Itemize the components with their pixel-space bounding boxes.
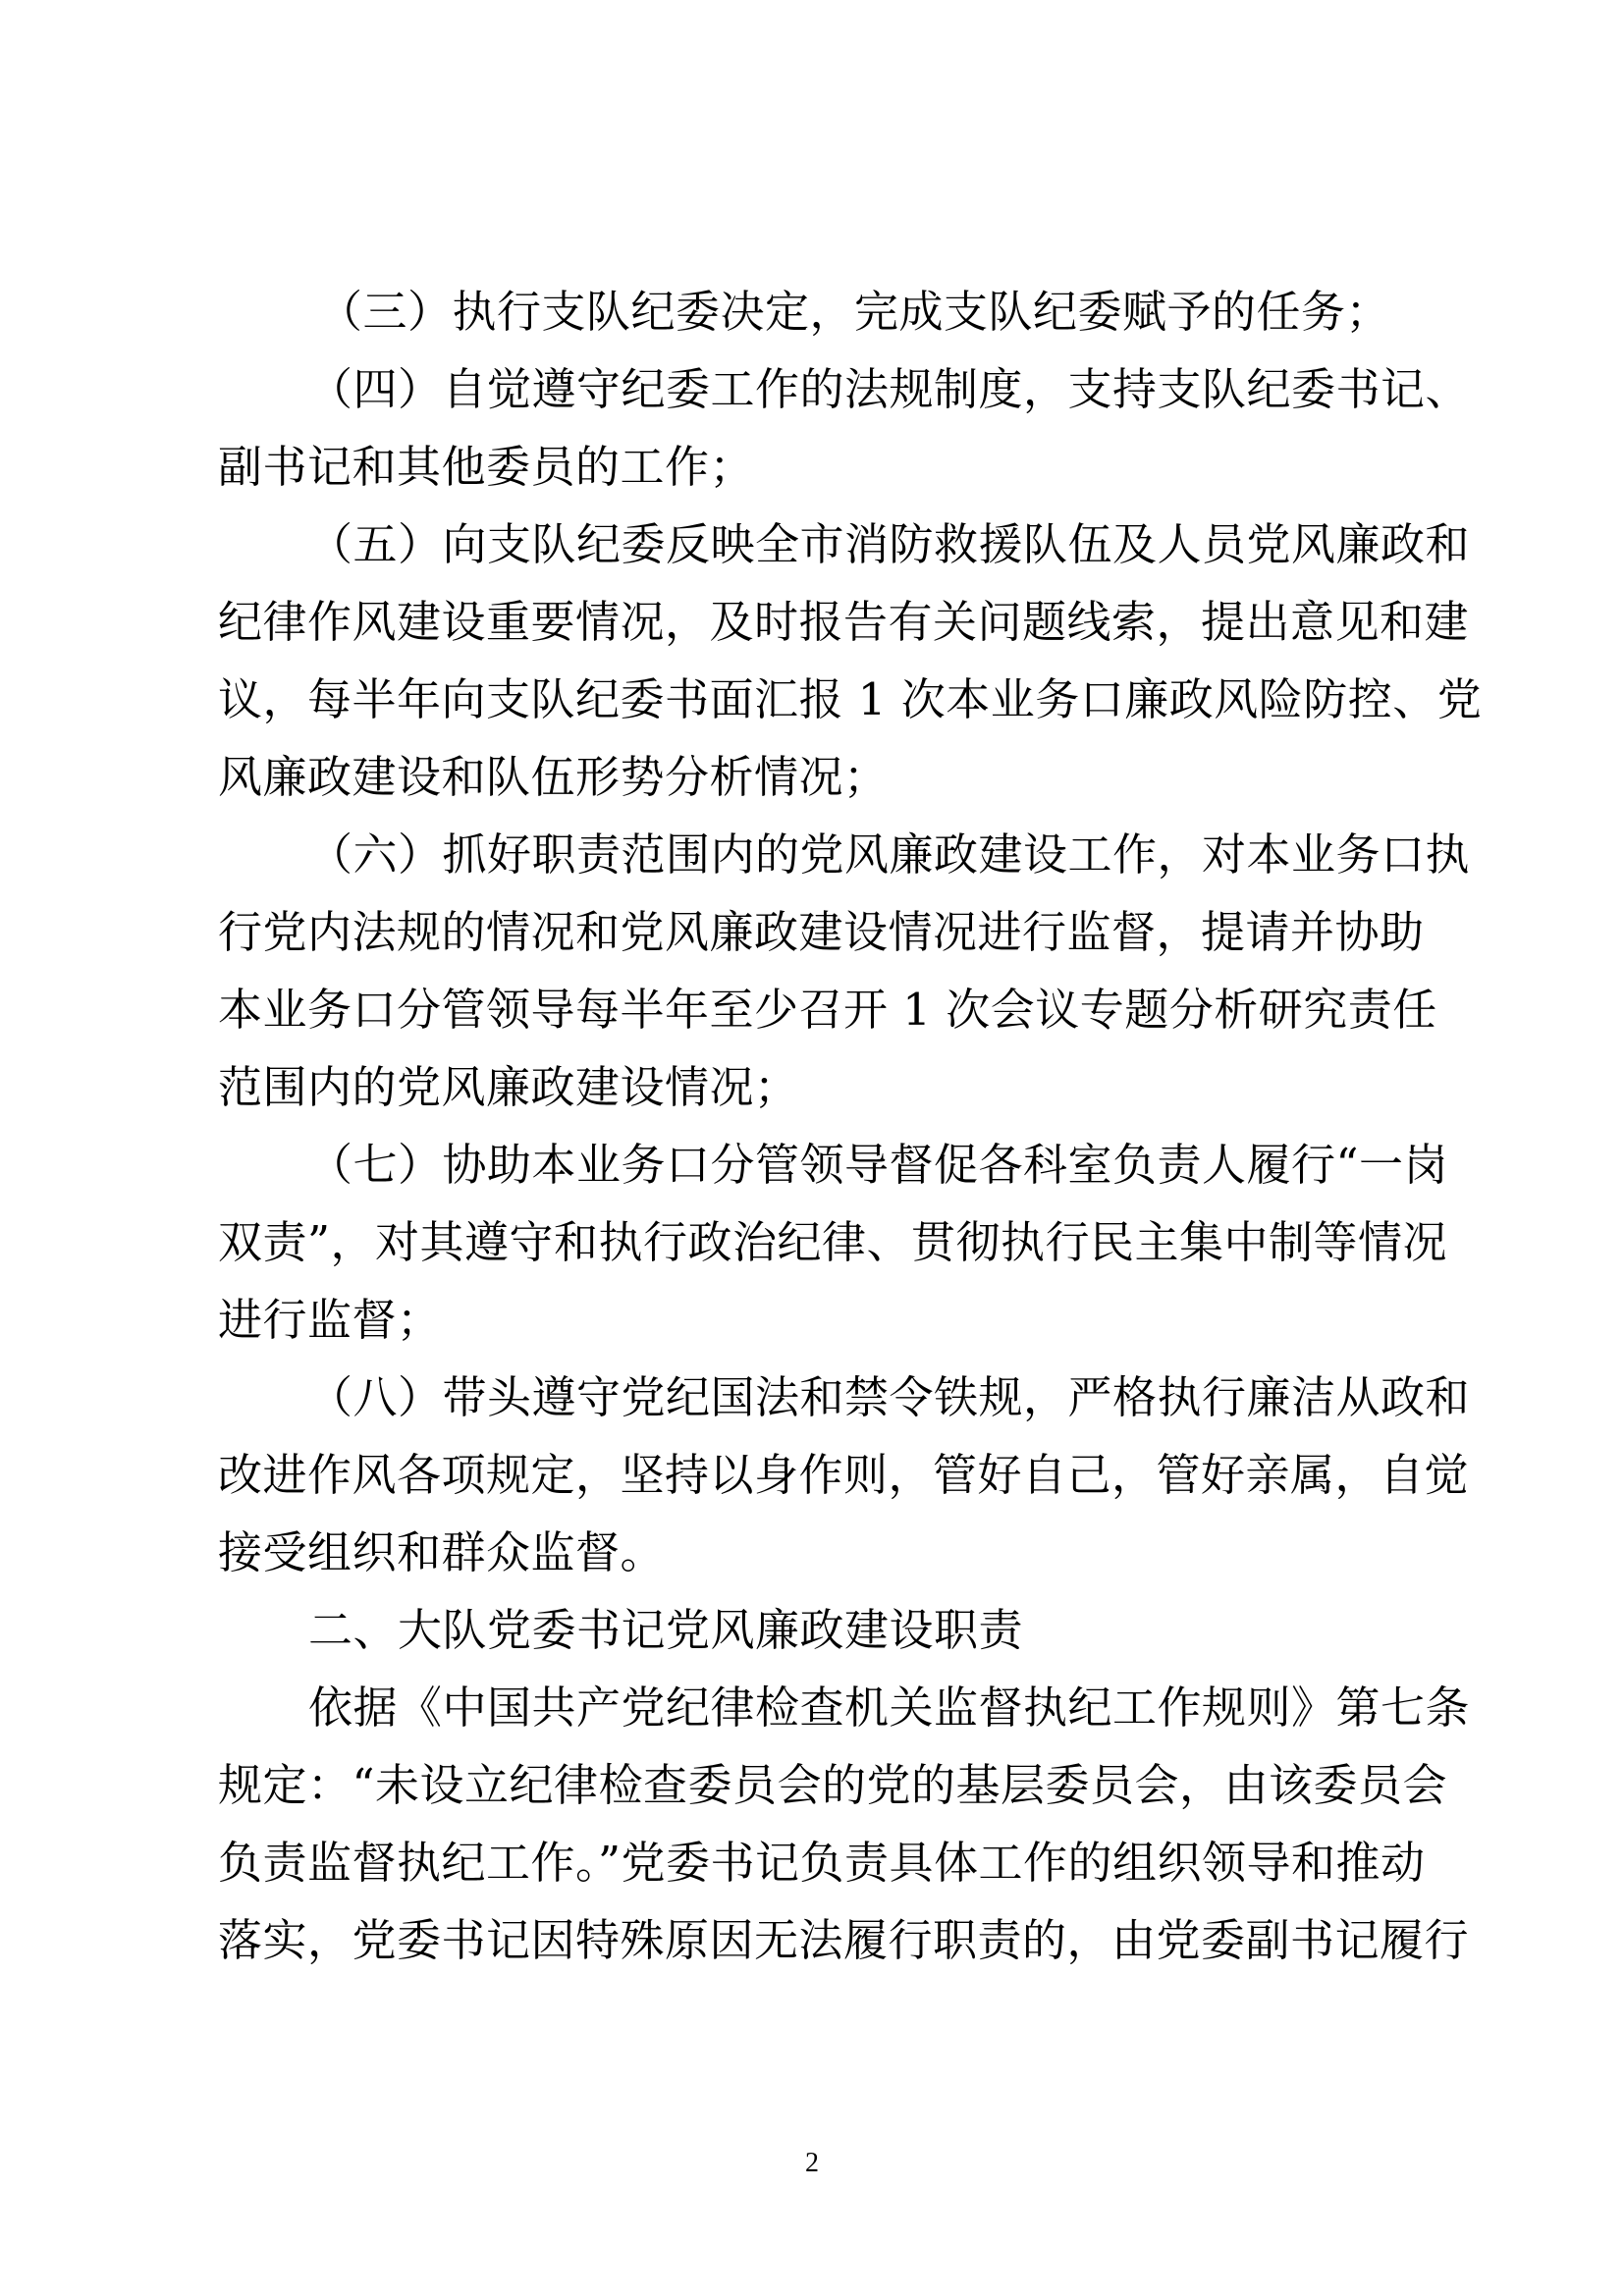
item-4-line-2: 副书记和其他委员的工作； bbox=[218, 441, 755, 493]
item-5-line-2: 纪律作风建设重要情况，及时报告有关问题线索，提出意见和建 bbox=[218, 596, 1470, 648]
item-8-line-2: 改进作风各项规定，坚持以身作则，管好自己，管好亲属，自觉 bbox=[218, 1449, 1470, 1501]
item-8-line-1: （八）带头遵守党纪国法和禁令铁规，严格执行廉洁从政和 bbox=[308, 1371, 1471, 1423]
item-7-line-2: 双责”，对其遵守和执行政治纪律、贯彻执行民主集中制等情况 bbox=[218, 1216, 1448, 1268]
item-7-line-3: 进行监督； bbox=[218, 1294, 442, 1346]
item-8-line-3: 接受组织和群众监督。 bbox=[218, 1526, 666, 1578]
item-5-line-3: 议，每半年向支队纪委书面汇报 1 次本业务口廉政风险防控、党 bbox=[218, 673, 1483, 725]
basis-line-3: 负责监督执纪工作。”党委书记负责具体工作的组织领导和推动 bbox=[218, 1837, 1426, 1889]
item-5-line-4: 风廉政建设和队伍形势分析情况； bbox=[218, 751, 889, 803]
page-number: 2 bbox=[805, 2148, 819, 2178]
item-5-line-1: （五）向支队纪委反映全市消防救援队伍及人员党风廉政和 bbox=[308, 518, 1471, 570]
section-heading: 二、大队党委书记党风廉政建设职责 bbox=[308, 1604, 1024, 1656]
item-6-line-1: （六）抓好职责范围内的党风廉政建设工作，对本业务口执 bbox=[308, 828, 1471, 881]
item-7-line-1: （七）协助本业务口分管领导督促各科室负责人履行“一岗 bbox=[308, 1139, 1449, 1191]
item-6-line-2: 行党内法规的情况和党风廉政建设情况进行监督，提请并协助 bbox=[218, 906, 1425, 958]
item-3-line-1: （三）执行支队纪委决定，完成支队纪委赋予的任务； bbox=[318, 286, 1391, 338]
basis-line-1: 依据《中国共产党纪律检查机关监督执纪工作规则》第七条 bbox=[308, 1682, 1471, 1734]
body-text bbox=[218, 273, 1483, 1979]
item-4-line-1: （四）自觉遵守纪委工作的法规制度，支持支队纪委书记、 bbox=[308, 363, 1471, 415]
item-6-line-4: 范围内的党风廉政建设情况； bbox=[218, 1061, 799, 1113]
basis-line-2: 规定：“未设立纪律检查委员会的党的基层委员会，由该委员会 bbox=[218, 1759, 1448, 1811]
item-6-line-3: 本业务口分管领导每半年至少召开 1 次会议专题分析研究责任 bbox=[218, 984, 1437, 1036]
basis-line-4: 落实，党委书记因特殊原因无法履行职责的，由党委副书记履行 bbox=[218, 1914, 1470, 1966]
